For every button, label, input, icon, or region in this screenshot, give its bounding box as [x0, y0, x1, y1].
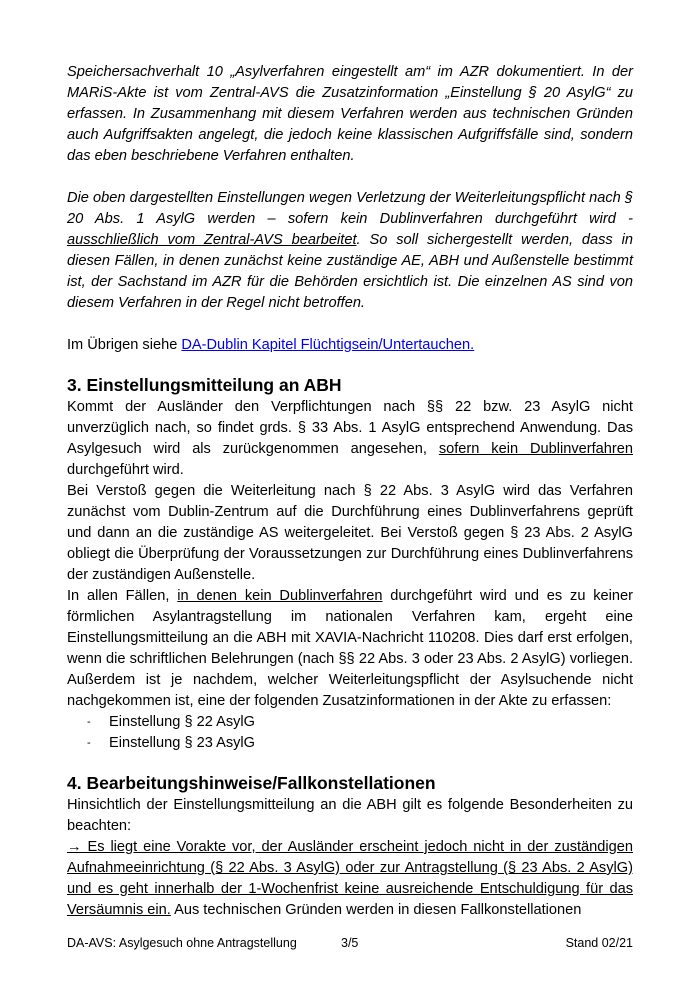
s4p2-text: Aus technischen Gründen werden in diesen Fallkonstellationen — [170, 902, 582, 918]
section3-paragraph-1 — [67, 397, 633, 481]
para3-prefix: Im Übrigen siehe — [67, 337, 182, 353]
arrow-right-icon: → — [67, 839, 82, 855]
paragraph-speichersachverhalt: Speichersachverhalt 10 „Asylverfahren eingestellt am“ im AZR dokumentiert. In der MARiS-Akte ist vom Zentral-AVS die Zusatzinformation „Einstellung § 20 AsylG“ zu erfassen. In Zusammenhang mit diesem Verfahren werden aus technischen Gründen auch Aufgriffsakten angelegt, die jedoch keine klassischen Aufgriffsfälle sind, sondern das eben beschriebene Verfahren enthalten. — [67, 64, 633, 164]
list-item-text: Einstellung § 23 AsylG — [109, 735, 256, 751]
para2-text-1: Die oben dargestellten Einstellungen wegen Verletzung der Weiterleitungspflicht nach § 20 Abs. 1 AsylG werden – sofern kein Dublinverfahren durchgeführt wird - — [67, 190, 633, 227]
section4-heading: 4. Bearbeitungshinweise/Fallkonstellationen — [67, 773, 436, 793]
s3p1-underline: sofern kein Dublinverfahren — [438, 441, 634, 457]
list-item — [67, 712, 633, 733]
paragraph-im-uebrigen — [67, 335, 633, 356]
document-page — [67, 62, 633, 921]
list-item — [67, 733, 633, 754]
para2-underline: ausschließlich vom Zentral-AVS bearbeitet — [67, 232, 357, 248]
s3p1-text-b: durchgeführt wird. — [67, 462, 184, 478]
section4-paragraph-2 — [67, 837, 633, 921]
da-dublin-link[interactable]: DA-Dublin Kapitel Flüchtigsein/Untertauchen. — [181, 337, 475, 353]
s4p2-underline-text: Es liegt eine Vorakte vor, der Ausländer erscheint jedoch nicht in der zuständigen Aufnahmeeinrichtung (§ 22 Abs. 3 AsylG) oder zur Antragstellung (§ 23 Abs. 2 AsylG) und es geht innerhalb der 1-Wochenfrist keine ausreichende Entschuldigung für das Versäumnis ein. — [67, 839, 633, 918]
zusatzinformation-list — [67, 712, 633, 754]
footer-document-title: DA-AVS: Asylgesuch ohne Antragstellung — [67, 936, 297, 950]
s3p3-underline: in denen kein Dublinverfahren — [177, 588, 383, 604]
footer-stand: Stand 02/21 — [565, 936, 633, 950]
paragraph-einstellungen-zentral-avs — [67, 188, 633, 314]
s3p3-text-a: In allen Fällen, — [67, 588, 178, 604]
dash-bullet: - — [87, 737, 91, 749]
s3p1-text-a: Kommt der Ausländer den Verpflichtungen nach §§ 22 bzw. 23 AsylG nicht unverzüglich nach, so findet grds. § 33 Abs. 1 AsylG entsprechend Anwendung. Das Asylgesuch wird als zurückgenommen angesehen, — [67, 399, 633, 457]
section4-paragraph-1: Hinsichtlich der Einstellungsmitteilung an die ABH gilt es folgende Besonderheiten zu beachten: — [67, 797, 633, 834]
dash-bullet: - — [87, 716, 91, 728]
s3p3-text-b: durchgeführt wird und es zu keiner förmlichen Asylantragstellung im nationalen Verfahren kam, ergeht eine Einstellungsmitteilung an die ABH mit XAVIA-Nachricht 110208. Dies darf erst erfolgen, wenn die schriftlichen Belehrungen (nach §§ 22 Abs. 3 oder 23 Abs. 2 AsylG) vorliegen. Außerdem ist je nachdem, welcher Weiterleitungspflicht der Asylsuchende nicht nachgekommen ist, eine der folgenden Zusatzinformationen in der Akte zu erfassen: — [67, 588, 633, 709]
para2-text-2: . So soll sichergestellt werden, dass in diesen Fällen, in denen zunächst keine zuständige AE, ABH und Außenstelle bestimmt ist, der Sachstand im AZR für die Behörden ersichtlich ist. Die einzelnen AS sind von diesem Verfahren in der Regel nicht betroffen. — [67, 232, 633, 311]
list-item-text: Einstellung § 22 AsylG — [109, 714, 256, 730]
footer-page-number: 3/5 — [341, 936, 359, 950]
section3-paragraph-3 — [67, 586, 633, 712]
section3-heading: 3. Einstellungsmitteilung an ABH — [67, 375, 342, 395]
section3-paragraph-2: Bei Verstoß gegen die Weiterleitung nach § 22 Abs. 3 AsylG wird das Verfahren zunächst vom Dublin-Zentrum auf die Durchführung eines Dublinverfahrens geprüft und dann an die zuständige AS weitergeleitet. Bei Verstoß gegen § 23 Abs. 2 AsylG obliegt die Überprüfung der Voraussetzungen zur Durchführung eines Dublinverfahrens der zuständigen Außenstelle. — [67, 483, 633, 583]
